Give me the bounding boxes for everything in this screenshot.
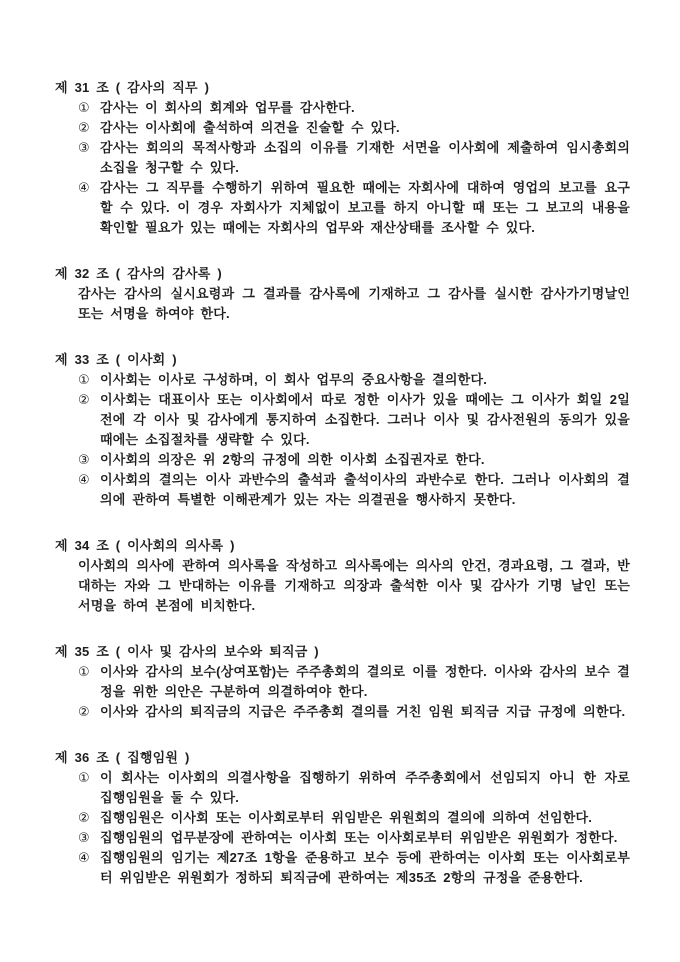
article-33: [55, 350, 630, 510]
article-36-item-1: [78, 768, 630, 808]
article-33-item-3: [78, 450, 630, 470]
article-33-item-4: [78, 470, 630, 510]
article-33-title: 제 33 조 ( 이사회 ): [55, 352, 177, 367]
item-number-marker: ②: [78, 810, 90, 825]
item-text: 이사와 감사의 퇴직금의 지급은 주주총회 결의를 거친 임원 퇴직금 지급 규정에 의한다.: [100, 704, 626, 719]
article-31-item-4: [78, 178, 630, 238]
article-31-item-1: [78, 98, 630, 118]
item-text: 감사는 이사회에 출석하여 의견을 진술할 수 있다.: [100, 120, 400, 135]
item-text: 이사회의 의장은 위 2항의 규정에 의한 이사회 소집권자로 한다.: [100, 452, 485, 467]
article-35-title: 제 35 조 ( 이사 및 감사의 보수와 퇴직금 ): [55, 644, 319, 659]
article-32-title: 제 32 조 ( 감사의 감사록 ): [55, 266, 222, 281]
item-text: 이 회사는 이사회의 의결사항을 집행하기 위하여 주주총회에서 선임되지 아니 한 자로 집행임원을 둘 수 있다.: [100, 770, 630, 805]
item-text: 집행임원은 이사회 또는 이사회로부터 위임받은 위원회의 결의에 의하여 선임한다.: [100, 810, 593, 825]
item-text: 집행임원의 임기는 제27조 1항을 준용하고 보수 등에 관하여는 이사회 또는 이사회로부터 위임받은 위원회가 정하되 퇴직금에 관하여는 제35조 2항의 규정을 준용한다.: [100, 850, 630, 885]
item-text: 감사는 회의의 목적사항과 소집의 이유를 기재한 서면을 이사회에 제출하여 임시총회의 소집을 청구할 수 있다.: [100, 140, 630, 175]
item-number-marker: ①: [78, 372, 90, 387]
item-text: 이사회는 이사로 구성하며, 이 회사 업무의 중요사항을 결의한다.: [100, 372, 488, 387]
article-31-title: 제 31 조 ( 감사의 직무 ): [55, 80, 210, 95]
article-34: [55, 536, 630, 616]
article-34-title: 제 34 조 ( 이사회의 의사록 ): [55, 538, 235, 553]
item-number-marker: ①: [78, 664, 90, 679]
item-text: 이사회는 대표이사 또는 이사회에서 따로 정한 이사가 있을 때에는 그 이사가 회일 2일전에 각 이사 및 감사에게 통지하여 소집한다. 그러나 이사 및 감사전원의 동의가 있을 때에는 소집절차를 생략할 수 있다.: [100, 392, 630, 447]
article-34-body: 이사회의 의사에 관하여 의사록을 작성하고 의사록에는 의사의 안건, 경과요령, 그 결과, 반대하는 자와 그 반대하는 이유를 기재하고 의장과 출석한 이사 및 감사가 기명 날인 또는 서명을 하여 본점에 비치한다.: [78, 558, 630, 613]
item-number-marker: ④: [78, 472, 90, 487]
item-number-marker: ③: [78, 830, 90, 845]
article-36: [55, 748, 630, 888]
article-36-title: 제 36 조 ( 집행임원 ): [55, 750, 190, 765]
item-number-marker: ①: [78, 770, 90, 785]
article-33-item-1: [78, 370, 630, 390]
item-text: 집행임원의 업무분장에 관하여는 이사회 또는 이사회로부터 위임받은 위원회가 정한다.: [100, 830, 618, 845]
article-31: [55, 78, 630, 238]
item-number-marker: ②: [78, 392, 90, 407]
item-text: 감사는 이 회사의 회계와 업무를 감사한다.: [100, 100, 355, 115]
article-36-item-3: [78, 828, 630, 848]
item-number-marker: ④: [78, 180, 90, 195]
item-number-marker: ②: [78, 120, 90, 135]
article-33-item-2: [78, 390, 630, 450]
article-35-item-1: [78, 662, 630, 702]
item-number-marker: ②: [78, 704, 90, 719]
item-number-marker: ③: [78, 140, 90, 155]
article-31-item-2: [78, 118, 630, 138]
item-text: 이사와 감사의 보수(상여포함)는 주주총회의 결의로 이를 정한다. 이사와 감사의 보수 결정을 위한 의안은 구분하여 의결하여야 한다.: [100, 664, 630, 699]
item-number-marker: ①: [78, 100, 90, 115]
article-36-item-2: [78, 808, 630, 828]
item-number-marker: ④: [78, 850, 90, 865]
article-35: [55, 642, 630, 722]
article-35-item-2: [78, 702, 630, 722]
item-text: 감사는 그 직무를 수행하기 위하여 필요한 때에는 자회사에 대하여 영업의 보고를 요구할 수 있다. 이 경우 자회사가 지체없이 보고를 하지 아니할 때 또는 그 보고의 내용을 확인할 필요가 있는 때에는 자회사의 업무와 재산상태를 조사할 수 있다.: [100, 180, 630, 235]
item-text: 이사회의 결의는 이사 과반수의 출석과 출석이사의 과반수로 한다. 그러나 이사회의 결의에 관하여 특별한 이해관계가 있는 자는 의결권을 행사하지 못한다.: [100, 472, 630, 507]
article-32-body: 감사는 감사의 실시요령과 그 결과를 감사록에 기재하고 그 감사를 실시한 감사가기명날인 또는 서명을 하여야 한다.: [78, 286, 630, 321]
article-31-item-3: [78, 138, 630, 178]
article-36-item-4: [78, 848, 630, 888]
article-32: [55, 264, 630, 324]
item-number-marker: ③: [78, 452, 90, 467]
